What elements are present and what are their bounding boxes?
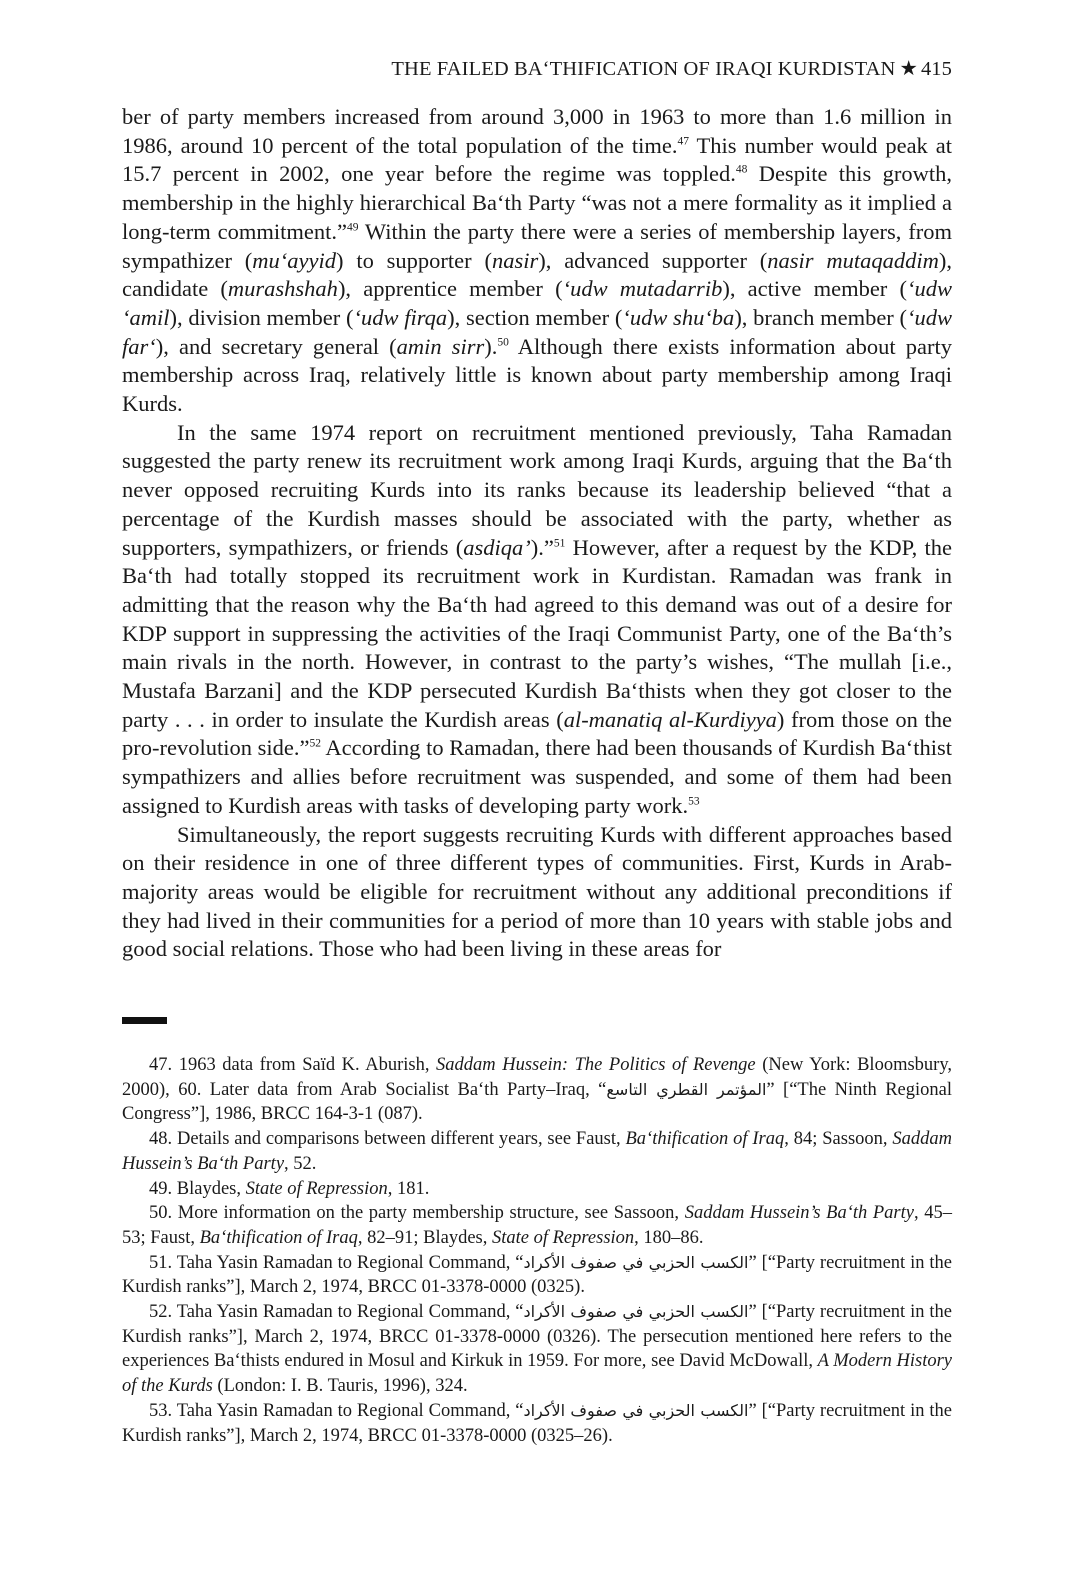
footnote-53: 53. Taha Yasin Ramadan to Regional Command, “الكسب الحزبي في صفوف الأكراد” [“Party recruitment in the Kurdish ranks”], March 2, 1974, BRCC 01-3378-0000 (0325–26). xyxy=(122,1400,953,1446)
running-title: THE FAILED BA‘THIFICATION OF IRAQI KURDISTAN xyxy=(391,58,896,80)
running-header xyxy=(391,56,952,81)
arabic-title: الكسب الحزبي في صفوف الأكراد xyxy=(523,1252,749,1272)
paragraph-3: Simultaneously, the report suggests recruiting Kurds with different approaches based on their residence in one of three different types of communities. First, Kurds in Arab-majority areas would be eligible for recruitment without any additional preconditions if they had lived in their communities for a period of more than 10 years with stable jobs and good social relations. Those who had been living in these areas for xyxy=(122,821,952,962)
footnote-ref-53: 53 xyxy=(688,795,700,808)
footnote-50: 50. More information on the party membership structure, see Sassoon, Saddam Hussein’s Ba‘th Party, 45–53; Faust, Ba‘thification of Iraq, 82–91; Blaydes, State of Repression, 180–86. xyxy=(122,1203,952,1248)
footnote-52: 52. Taha Yasin Ramadan to Regional Command, “الكسب الحزبي في صفوف الأكراد” [“Party recruitment in the Kurdish ranks”], March 2, 1974, BRCC 01-3378-0000 (0326). The persecution mentioned here refers to the experiences Ba‘thists endured in Mosul and Kirkuk in 1959. For more, see David McDowall, A Modern History of the Kurds (London: I. B. Tauris, 1996), 324. xyxy=(122,1302,953,1397)
page-number: 415 xyxy=(920,58,952,80)
footnote-ref-52: 52 xyxy=(309,738,321,751)
footnote-rule xyxy=(122,1017,167,1024)
footnote-47: 47. 1963 data from Saïd K. Aburish, Saddam Hussein: The Politics of Revenge (New York: Bloomsbury, 2000), 60. Later data from Arab Socialist Ba‘th Party–Iraq, “المؤتمر القطري التاسع” [“The Ninth Regional Congress”], 1986, BRCC 164-3-1 (087). xyxy=(122,1055,953,1125)
footnote-ref-51: 51 xyxy=(553,537,566,550)
footnote-ref-47: 47 xyxy=(677,135,689,148)
footnote-51: 51. Taha Yasin Ramadan to Regional Command, “الكسب الحزبي في صفوف الأكراد” [“Party recruitment in the Kurdish ranks”], March 2, 1974, BRCC 01-3378-0000 (0325). xyxy=(122,1252,953,1298)
arabic-title: المؤتمر القطري التاسع xyxy=(606,1079,767,1099)
arabic-title: الكسب الحزبي في صفوف الأكراد xyxy=(523,1400,749,1420)
arabic-title: الكسب الحزبي في صفوف الأكراد xyxy=(523,1302,749,1322)
star-icon: ★ xyxy=(899,58,918,80)
footnote-49: 49. Blaydes, State of Repression, 181. xyxy=(149,1178,430,1199)
footnotes xyxy=(122,1053,952,1448)
paragraph-1: ber of party members increased from around 3,000 in 1963 to more than 1.6 million in 1986, around 10 percent of the total population of the time.$^{47}$ This number would peak at 15.7 percent in 2002, one year before the regime was toppled.$^{48}$ Despite this growth, membership in the highly hierarchical Ba‘th Party “was not a mere formality as it implied a long-term commitment.”$^{49}$ Within the party there were a series of membership layers, from sympathizer (mu‘ayyid) to supporter (nasir), advanced supporter (nasir mutaqaddim), candidate (murashshah), apprentice member (‘udw mutadarrib), active member (‘udw ‘amil), division member (‘udw firqa), section member (‘udw shu‘ba), branch member (‘udw far‘), and secretary general (amin sirr).$^{50}$ Although there exists information about party membership across Iraq, relatively little is known about party membership among Iraqi Kurds. xyxy=(122,104,953,417)
footnote-ref-48: 48 xyxy=(735,164,748,177)
paragraph-2: In the same 1974 report on recruitment mentioned previously, Taha Ramadan suggested the party renew its recruitment work among Iraqi Kurds, arguing that the Ba‘th never opposed recruiting Kurds into its ranks because its leadership believed “that a percentage of the Kurdish masses should be associated with the party, whether as supporters, sympathizers, or friends (asdiqa’).”$^{51}$ However, after a request by the KDP, the Ba‘th had totally stopped its recruitment work in Kurdistan. Ramadan was frank in admitting that the reason why the Ba‘th had agreed to this demand was out of a desire for KDP support in suppressing the activities of the Iraqi Communist Party, one of the Ba‘th’s main rivals in the north. However, in contrast to the party’s wishes, “The mullah [i.e., Mustafa Barzani] and the KDP persecuted Kurdish Ba‘thists when they got closer to the party . . . in order to insulate the Kurdish areas (al-manatiq al-Kurdiyya) from those on the pro-revolution side.”$^{52}$ According to Ramadan, there had been thousands of Kurdish Ba‘thist sympathizers and allies before recruitment was suspended, and some of them had been assigned to Kurdish areas with tasks of developing party work.$^{53}$ xyxy=(122,419,952,818)
footnote-48: 48. Details and comparisons between different years, see Faust, Ba‘thification of Iraq, 84; Sassoon, Saddam Hussein’s Ba‘th Party, 52. xyxy=(122,1129,953,1174)
footnote-ref-49: 49 xyxy=(346,221,359,234)
main-text xyxy=(122,103,952,964)
footnote-ref-50: 50 xyxy=(497,336,509,349)
